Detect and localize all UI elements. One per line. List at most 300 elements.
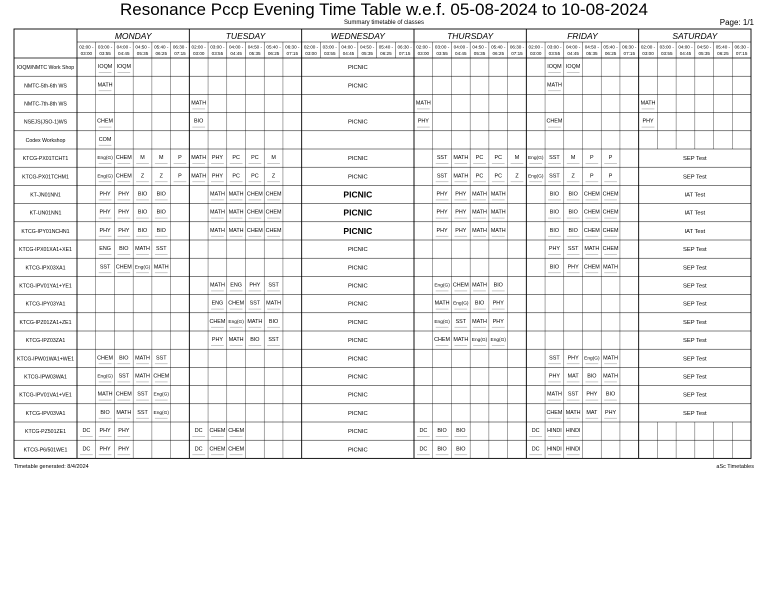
teacher-code-mark <box>436 454 449 455</box>
period-end-label: 03:00 <box>192 51 205 56</box>
teacher-code-mark <box>567 72 580 73</box>
subject-cell: BIO <box>137 191 148 198</box>
teacher-code-mark <box>604 218 617 219</box>
teacher-code-mark <box>454 436 467 437</box>
subject-cell: MATH <box>472 209 487 216</box>
test-label: SEP Test <box>683 319 707 326</box>
period-end-label: 07:15 <box>511 51 523 56</box>
teacher-code-mark <box>192 109 205 110</box>
teacher-code-mark <box>192 181 205 182</box>
teacher-code-mark <box>548 400 561 401</box>
teacher-code-mark <box>642 127 655 128</box>
day-header-thursday: THURSDAY <box>447 31 494 41</box>
test-label: SEP Test <box>683 392 707 399</box>
teacher-code-mark <box>80 436 93 437</box>
subject-cell: BIO <box>194 118 204 125</box>
teacher-code-mark <box>249 163 262 164</box>
teacher-code-mark <box>548 363 561 364</box>
subject-cell: BIO <box>250 337 260 344</box>
subject-cell: MATH <box>490 191 506 198</box>
class-name: IOQM/NMTC Work Shop <box>16 65 75 72</box>
teacher-code-mark <box>192 127 205 128</box>
teacher-code-mark <box>492 327 505 328</box>
period-start-label: 06:30 - <box>509 44 525 50</box>
teacher-code-mark <box>586 382 599 383</box>
period-start-label: 04:50 - <box>135 44 150 50</box>
teacher-code-mark <box>267 309 280 310</box>
teacher-code-mark <box>586 418 599 419</box>
subject-cell: MATH <box>434 300 450 307</box>
teacher-code-mark <box>136 236 149 237</box>
subject-cell: P <box>178 173 182 180</box>
teacher-code-mark <box>99 127 112 128</box>
teacher-code-mark <box>99 218 112 219</box>
period-start-label: 02:00 - <box>416 44 431 50</box>
teacher-code-mark <box>230 436 243 437</box>
class-name: NMTC-7th-8th WS <box>24 101 67 108</box>
subject-cell: PHY <box>118 209 130 216</box>
subject-cell: MATH <box>546 391 562 398</box>
day-header-tuesday: TUESDAY <box>225 31 266 41</box>
subject-cell: M <box>570 155 576 162</box>
teacher-code-mark <box>529 163 542 164</box>
period-start-label: 03:00 - <box>434 44 450 50</box>
teacher-code-mark <box>99 181 112 182</box>
test-label: SEP Test <box>683 174 707 181</box>
subject-cell: Eng(G) <box>228 319 244 325</box>
period-start-label: 04:50 - <box>472 44 487 50</box>
timetable-title: Resonance Pccp Evening Time Table w.e.f. 05-08-2024 to 10-08-2024 <box>120 0 648 19</box>
teacher-code-mark <box>586 254 599 255</box>
software-credit: aSc Timetables <box>716 464 754 470</box>
day-header-saturday: SATURDAY <box>672 31 718 41</box>
period-start-label: 06:30 - <box>285 44 300 50</box>
teacher-code-mark <box>567 454 580 455</box>
subject-cell: MATH <box>453 337 469 344</box>
teacher-code-mark <box>211 327 224 328</box>
subject-cell: PC <box>475 173 484 180</box>
subject-cell: CHEM <box>209 446 226 453</box>
teacher-code-mark <box>436 200 449 201</box>
subject-cell: HINDI <box>565 446 581 453</box>
subject-cell: PHY <box>99 227 111 234</box>
subject-cell: BIO <box>137 209 148 216</box>
period-start-label: 04:00 - <box>116 44 131 50</box>
subject-cell: P <box>608 155 613 162</box>
subject-cell: MATH <box>209 282 225 289</box>
teacher-code-mark <box>267 200 280 201</box>
subject-cell: MATH <box>191 173 207 180</box>
class-name: KTCG-IPV03VA1 <box>25 410 66 417</box>
teacher-code-mark <box>529 181 542 182</box>
teacher-code-mark <box>604 181 617 182</box>
subject-cell: BIO <box>549 227 560 234</box>
teacher-code-mark <box>230 218 243 219</box>
period-end-label: 03:00 <box>80 51 93 56</box>
teacher-code-mark <box>417 127 430 128</box>
picnic-label: PICNIC <box>348 429 368 436</box>
period-start-label: 03:00 - <box>97 44 113 50</box>
period-end-label: 03:00 <box>417 51 430 56</box>
subject-cell: Eng(G) <box>97 174 113 180</box>
subject-cell: BIO <box>119 355 129 362</box>
test-label: SEP Test <box>683 338 707 345</box>
period-start-label: 03:00 - <box>210 44 225 50</box>
period-end-label: 03:00 <box>642 51 654 56</box>
teacher-code-mark <box>436 309 449 310</box>
subject-cell: Eng(G) <box>97 156 113 162</box>
subject-cell: BIO <box>456 446 466 453</box>
teacher-code-mark <box>99 254 112 255</box>
subject-cell: IOQM <box>565 64 581 71</box>
period-start-label: 02:00 - <box>79 44 94 50</box>
subject-cell: SST <box>137 391 148 398</box>
subject-cell: Eng(G) <box>153 410 169 416</box>
teacher-code-mark <box>230 236 243 237</box>
class-name: KTCG-P6/501WE1 <box>23 447 68 454</box>
class-name: KTCG-IPZ03ZA1 <box>25 338 66 345</box>
test-label: SEP Test <box>683 356 707 363</box>
page-number: Page: 1/1 <box>719 18 754 27</box>
day-header-friday: FRIDAY <box>567 31 598 41</box>
subject-cell: CHEM <box>97 118 114 125</box>
period-start-label: 05:40 - <box>266 44 281 50</box>
subject-cell: BIO <box>156 209 166 216</box>
subject-cell: P <box>590 155 594 162</box>
subject-cell: SST <box>156 355 167 362</box>
picnic-label: PICNIC <box>348 301 368 308</box>
subject-cell: BIO <box>437 446 447 453</box>
period-start-label: 02:00 - <box>528 44 543 50</box>
teacher-code-mark <box>267 218 280 219</box>
test-label: IAT Test <box>684 228 706 235</box>
day-header-wednesday: WEDNESDAY <box>330 31 385 41</box>
teacher-code-mark <box>454 200 467 201</box>
subject-cell: Z <box>271 173 276 180</box>
period-end-label: 05:35 <box>473 51 486 56</box>
subject-cell: PHY <box>118 227 130 234</box>
period-start-label: 04:50 - <box>360 44 375 50</box>
picnic-label: PICNIC <box>348 356 368 363</box>
teacher-code-mark <box>174 181 187 182</box>
picnic-label: PICNIC <box>348 156 368 163</box>
subject-cell: MATH <box>97 82 113 89</box>
period-end-label: 03:00 <box>305 51 317 56</box>
period-start-label: 04:00 - <box>341 44 356 50</box>
period-start-label: 06:30 - <box>622 44 637 50</box>
teacher-code-mark <box>230 291 243 292</box>
subject-cell: MATH <box>453 155 469 162</box>
subject-cell: Eng(G) <box>97 374 113 380</box>
subject-cell: PHY <box>605 409 617 416</box>
subject-cell: MATH <box>490 227 506 234</box>
teacher-code-mark <box>548 272 561 273</box>
teacher-code-mark <box>117 163 130 164</box>
period-end-label: 03:55 <box>661 51 673 56</box>
subject-cell: MATH <box>266 300 282 307</box>
period-end-label: 06:25 <box>380 51 392 56</box>
subject-cell: MATH <box>565 409 581 416</box>
class-name: NMTC-5th-6th WS <box>24 83 67 90</box>
teacher-code-mark <box>567 272 580 273</box>
teacher-code-mark <box>586 272 599 273</box>
teacher-code-mark <box>454 291 467 292</box>
test-label: SEP Test <box>683 247 707 254</box>
period-end-label: 03:55 <box>99 51 111 56</box>
teacher-code-mark <box>155 272 168 273</box>
subject-cell: MATH <box>603 373 619 380</box>
period-end-label: 03:55 <box>548 51 561 56</box>
picnic-label: PICNIC <box>343 207 373 218</box>
teacher-code-mark <box>548 454 561 455</box>
subject-cell: PHY <box>211 155 223 162</box>
period-start-label: 03:00 - <box>659 44 674 50</box>
subject-cell: Z <box>571 173 575 180</box>
subject-cell: Eng(G) <box>471 338 488 344</box>
period-end-label: 05:35 <box>698 51 710 56</box>
teacher-code-mark <box>136 181 149 182</box>
picnic-label: PICNIC <box>343 225 373 236</box>
subject-cell: PHY <box>99 209 111 216</box>
subject-cell: PHY <box>118 191 130 198</box>
teacher-code-mark <box>136 363 149 364</box>
teacher-code-mark <box>136 418 149 419</box>
test-label: IAT Test <box>684 210 706 217</box>
class-name: KTCG-PZ501ZE1 <box>25 429 66 436</box>
subject-cell: SST <box>549 355 560 362</box>
subject-cell: MATH <box>228 209 244 216</box>
teacher-code-mark <box>117 236 130 237</box>
subject-cell: P <box>608 173 613 180</box>
period-start-label: 04:00 - <box>228 44 244 50</box>
subject-cell: MATH <box>209 191 225 198</box>
subject-cell: PHY <box>211 337 223 344</box>
subject-cell: ENG <box>99 246 111 253</box>
teacher-code-mark <box>567 254 580 255</box>
subject-cell: BIO <box>549 191 560 198</box>
subject-cell: CHEM <box>115 173 132 180</box>
subject-cell: CHEM <box>246 191 263 198</box>
subject-cell: ENG <box>211 300 224 307</box>
subject-cell: Eng(G) <box>453 301 469 307</box>
subject-cell: SST <box>268 337 279 344</box>
teacher-code-mark <box>567 436 580 437</box>
subject-cell: DC <box>531 446 540 453</box>
period-start-label: 03:00 - <box>322 44 337 50</box>
period-start-label: 02:00 - <box>191 44 206 50</box>
period-end-label: 06:25 <box>717 51 729 56</box>
subject-cell: PC <box>494 155 502 162</box>
period-end-label: 03:55 <box>211 51 224 56</box>
subject-cell: PHY <box>118 446 130 453</box>
teacher-code-mark <box>548 254 561 255</box>
subject-cell: BIO <box>587 373 597 380</box>
subject-cell: Z <box>515 173 519 180</box>
teacher-code-mark <box>155 236 168 237</box>
teacher-code-mark <box>211 454 224 455</box>
subject-cell: PC <box>475 155 484 162</box>
teacher-code-mark <box>567 382 580 383</box>
picnic-label: PICNIC <box>348 83 368 90</box>
subject-cell: SST <box>118 373 130 380</box>
subject-cell: SST <box>99 264 111 271</box>
teacher-code-mark <box>267 163 280 164</box>
picnic-label: PICNIC <box>348 247 368 254</box>
class-name: KTCG-IPY03YA1 <box>25 301 66 308</box>
subject-cell: PHY <box>249 282 261 289</box>
class-name: KTCG-IPW03WA1 <box>24 374 67 381</box>
subject-cell: PHY <box>567 264 579 271</box>
teacher-code-mark <box>211 200 224 201</box>
subject-cell: MATH <box>191 155 207 162</box>
picnic-label: PICNIC <box>348 119 368 126</box>
teacher-code-mark <box>155 200 168 201</box>
subject-cell: SST <box>436 155 448 162</box>
teacher-code-mark <box>99 382 112 383</box>
subject-cell: DC <box>419 428 428 435</box>
teacher-code-mark <box>136 382 149 383</box>
teacher-code-mark <box>174 163 187 164</box>
teacher-code-mark <box>249 218 262 219</box>
subject-cell: SST <box>455 318 467 325</box>
subject-cell: Eng(G) <box>584 356 600 362</box>
subject-cell: P <box>178 155 182 162</box>
teacher-code-mark <box>136 400 149 401</box>
subject-cell: PHY <box>642 118 654 125</box>
subject-cell: PC <box>232 155 240 162</box>
subject-cell: SST <box>549 173 560 180</box>
teacher-code-mark <box>99 400 112 401</box>
teacher-code-mark <box>211 291 224 292</box>
period-start-label: 02:00 - <box>303 44 319 50</box>
teacher-code-mark <box>454 181 467 182</box>
subject-cell: CHEM <box>602 227 619 234</box>
period-start-label: 04:50 - <box>697 44 712 50</box>
subject-cell: MAT <box>567 373 579 380</box>
teacher-code-mark <box>117 400 130 401</box>
test-label: SEP Test <box>683 283 707 290</box>
teacher-code-mark <box>99 200 112 201</box>
teacher-code-mark <box>249 236 262 237</box>
teacher-code-mark <box>99 272 112 273</box>
teacher-code-mark <box>567 363 580 364</box>
subject-cell: CHEM <box>265 227 282 234</box>
period-start-label: 04:00 - <box>453 44 468 50</box>
teacher-code-mark <box>436 327 449 328</box>
teacher-code-mark <box>492 163 505 164</box>
teacher-code-mark <box>136 163 149 164</box>
teacher-code-mark <box>211 236 224 237</box>
subject-cell: BIO <box>100 409 110 416</box>
teacher-code-mark <box>192 163 205 164</box>
teacher-code-mark <box>454 163 467 164</box>
period-end-label: 05:35 <box>586 51 598 56</box>
teacher-code-mark <box>548 436 561 437</box>
subject-cell: MATH <box>135 373 150 380</box>
subject-cell: SST <box>549 155 560 162</box>
teacher-code-mark <box>473 291 486 292</box>
teacher-code-mark <box>454 309 467 310</box>
teacher-code-mark <box>511 163 524 164</box>
class-name: KTCG-IPY01NCHN1 <box>21 228 70 235</box>
teacher-code-mark <box>99 454 112 455</box>
teacher-code-mark <box>473 345 486 346</box>
subject-cell: PHY <box>586 391 598 398</box>
subject-cell: MATH <box>191 100 207 107</box>
teacher-code-mark <box>492 200 505 201</box>
teacher-code-mark <box>492 309 505 310</box>
subject-cell: PHY <box>455 227 467 234</box>
subject-cell: MATH <box>472 318 487 325</box>
subject-cell: CHEM <box>452 282 469 289</box>
teacher-code-mark <box>436 436 449 437</box>
teacher-code-mark <box>473 327 486 328</box>
period-end-label: 06:25 <box>604 51 617 56</box>
subject-cell: DC <box>531 428 540 435</box>
teacher-code-mark <box>473 236 486 237</box>
teacher-code-mark <box>136 272 149 273</box>
subject-cell: PHY <box>548 246 560 253</box>
teacher-code-mark <box>436 181 449 182</box>
teacher-code-mark <box>604 272 617 273</box>
teacher-code-mark <box>511 181 524 182</box>
teacher-code-mark <box>117 363 130 364</box>
subject-cell: MATH <box>472 191 487 198</box>
subject-cell: MATH <box>603 264 619 271</box>
subject-cell: BIO <box>268 318 279 325</box>
teacher-code-mark <box>604 163 617 164</box>
teacher-code-mark <box>230 345 243 346</box>
subject-cell: CHEM <box>265 209 282 216</box>
teacher-code-mark <box>267 236 280 237</box>
teacher-code-mark <box>99 236 112 237</box>
teacher-code-mark <box>267 291 280 292</box>
teacher-code-mark <box>586 218 599 219</box>
subject-cell: SST <box>268 282 279 289</box>
subject-cell: DC <box>82 446 91 453</box>
subject-cell: MATH <box>603 355 619 362</box>
teacher-code-mark <box>117 382 130 383</box>
subject-cell: BIO <box>156 227 166 234</box>
subject-cell: PHY <box>492 318 504 325</box>
subject-cell: CHEM <box>246 209 263 216</box>
teacher-code-mark <box>586 363 599 364</box>
class-name: KTCG-IPX01XA1+XE1 <box>19 247 72 254</box>
teacher-code-mark <box>473 218 486 219</box>
subject-cell: BIO <box>437 428 447 435</box>
subject-cell: DC <box>194 428 203 435</box>
period-start-label: 02:00 - <box>640 44 656 50</box>
teacher-code-mark <box>586 163 599 164</box>
subject-cell: HINDI <box>547 446 562 453</box>
subject-cell: PHY <box>99 191 111 198</box>
subject-cell: MATH <box>472 227 487 234</box>
teacher-code-mark <box>604 236 617 237</box>
period-start-label: 06:30 - <box>172 44 188 50</box>
teacher-code-mark <box>417 109 430 110</box>
class-name: KT-JN01NN1 <box>30 192 61 199</box>
teacher-code-mark <box>230 454 243 455</box>
subject-cell: CHEM <box>246 227 263 234</box>
teacher-code-mark <box>586 400 599 401</box>
class-name: KTCG-IPX03XA1 <box>25 265 66 272</box>
subject-cell: MATH <box>472 282 487 289</box>
subject-cell: Eng(G) <box>134 265 151 271</box>
subject-cell: M <box>514 155 520 162</box>
teacher-code-mark <box>454 327 467 328</box>
teacher-code-mark <box>586 236 599 237</box>
subject-cell: SST <box>249 300 261 307</box>
